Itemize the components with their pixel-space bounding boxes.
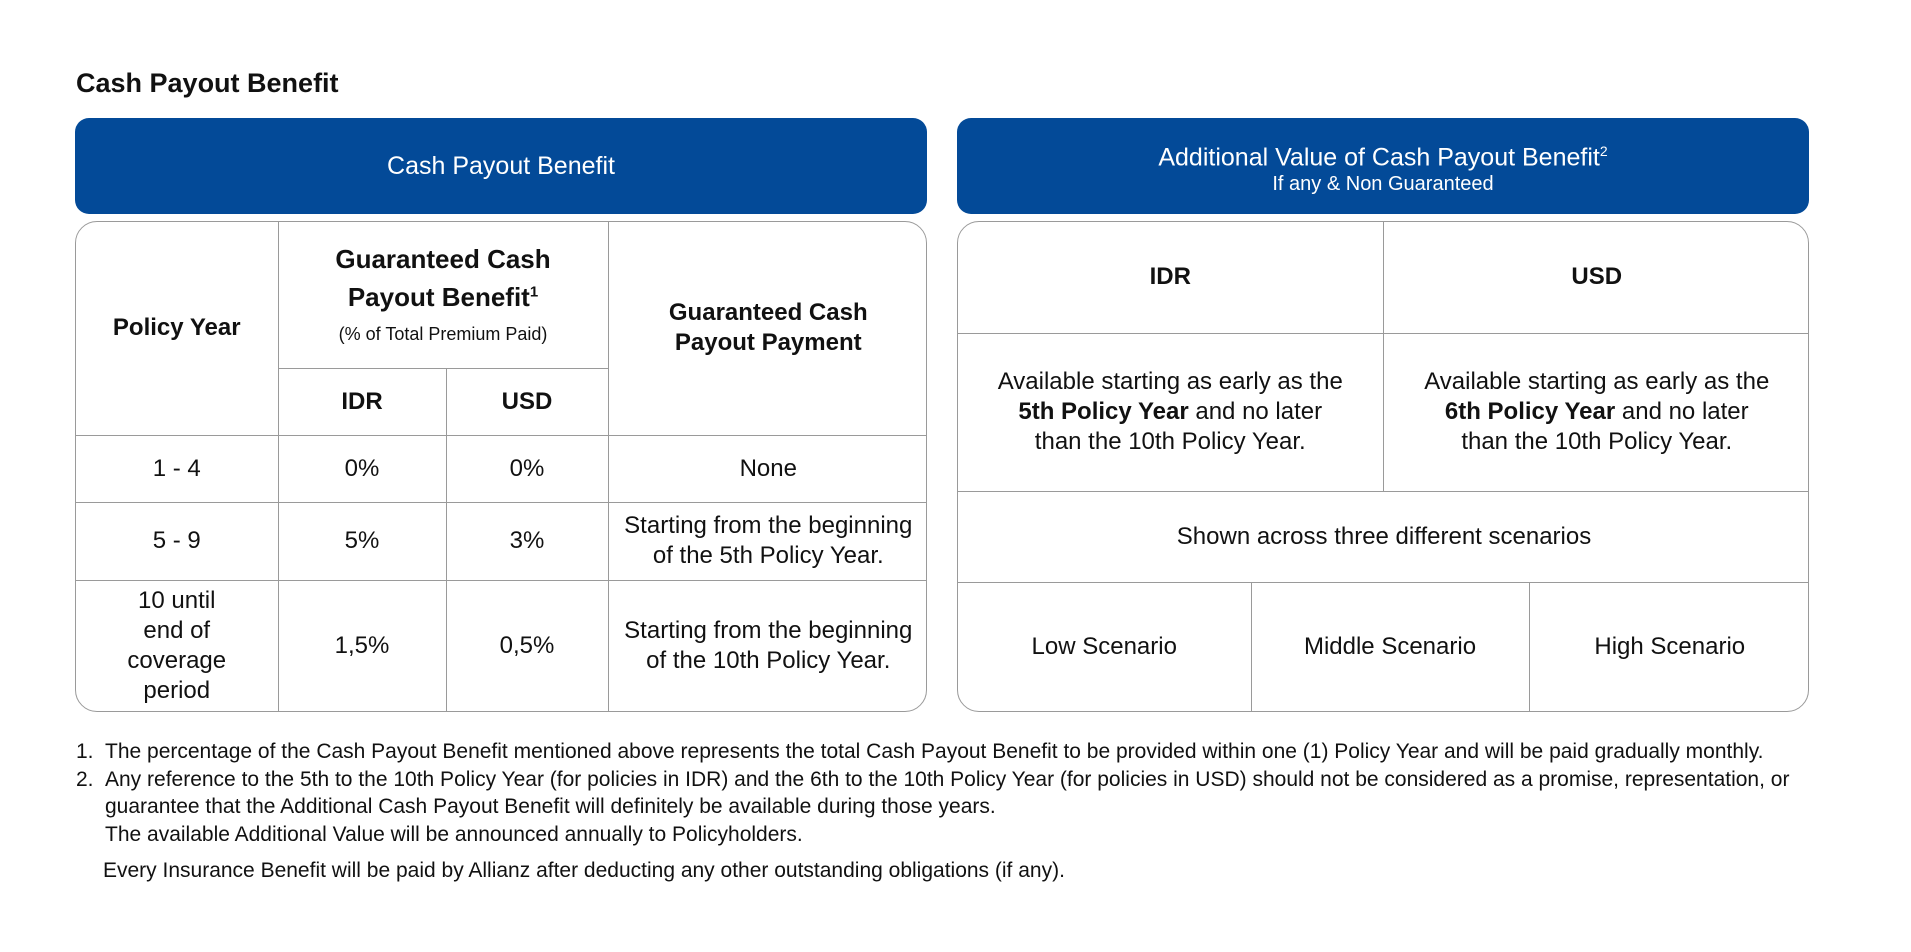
idr-availability-text: Available starting as early as the 5th Policy Year and no later than the 10th Policy Year. (958, 333, 1383, 491)
row-idr: 1,5% (278, 580, 446, 711)
row-idr: 5% (278, 502, 446, 580)
closing-note: Every Insurance Benefit will be paid by Allianz after deducting any other outstanding obligations (if any). (103, 859, 1065, 882)
additional-value-header (957, 118, 1809, 214)
footnote-1: 1. The percentage of the Cash Payout Benefit mentioned above represents the total Cash Payout Benefit to be provided within one (1) Policy Year and will be paid gradually monthly. (76, 740, 1764, 763)
row-payment: None (608, 435, 927, 502)
row-idr: 0% (278, 435, 446, 502)
row-year: 5 - 9 (76, 502, 278, 580)
header-usd: USD (1383, 222, 1809, 333)
table-row (76, 502, 927, 580)
page-title: Cash Payout Benefit (76, 68, 339, 98)
row-usd: 3% (446, 502, 608, 580)
right-panel-subtitle: If any & Non Guaranteed (1272, 173, 1494, 196)
header-guaranteed-cash-payout-benefit: Guaranteed Cash Payout Benefit$^1$ (% of Total Premium Paid) (278, 222, 608, 368)
row-payment: Starting from the beginning of the 5th Policy Year. (608, 502, 927, 580)
row-usd: 0% (446, 435, 608, 502)
high-scenario: High Scenario (1529, 582, 1809, 711)
header-guaranteed-cash-payout-payment: Guaranteed Cash Payout Payment (608, 222, 927, 435)
left-panel-title: Cash Payout Benefit (387, 152, 615, 180)
header-idr: IDR (278, 368, 446, 435)
additional-value-table (957, 221, 1809, 712)
row-usd: 0,5% (446, 580, 608, 711)
table-row (76, 580, 927, 711)
right-panel-title: Additional Value of Cash Payout Benefit$^2$ (1158, 142, 1608, 172)
footnotes (76, 738, 1836, 885)
header-usd: USD (446, 368, 608, 435)
header-premium-note: (% of Total Premium Paid) (338, 323, 548, 344)
table-row (76, 435, 927, 502)
row-payment: Starting from the beginning of the 10th Policy Year. (608, 580, 927, 711)
header-idr: IDR (958, 222, 1383, 333)
low-scenario: Low Scenario (958, 582, 1251, 711)
middle-scenario: Middle Scenario (1251, 582, 1529, 711)
cash-payout-benefit-table (75, 221, 927, 712)
header-policy-year: Policy Year (76, 222, 278, 435)
row-year: 1 - 4 (76, 435, 278, 502)
scenarios-caption: Shown across three different scenarios (958, 491, 1809, 582)
usd-availability-text: Available starting as early as the 6th Policy Year and no later than the 10th Policy Year. (1383, 333, 1809, 491)
row-year: 10 until end of coverage period (76, 580, 278, 711)
cash-payout-benefit-header (75, 118, 927, 214)
footnote-2: 2. Any reference to the 5th to the 10th Policy Year (for policies in IDR) and the 6th to the 10th Policy Year (for policies in USD) should not be considered as a promise, representation, or guarantee that the Additional Cash Payout Benefit will definitely be available during those years. The available Additional Value will be announced annually to Policyholders. (76, 767, 1790, 846)
